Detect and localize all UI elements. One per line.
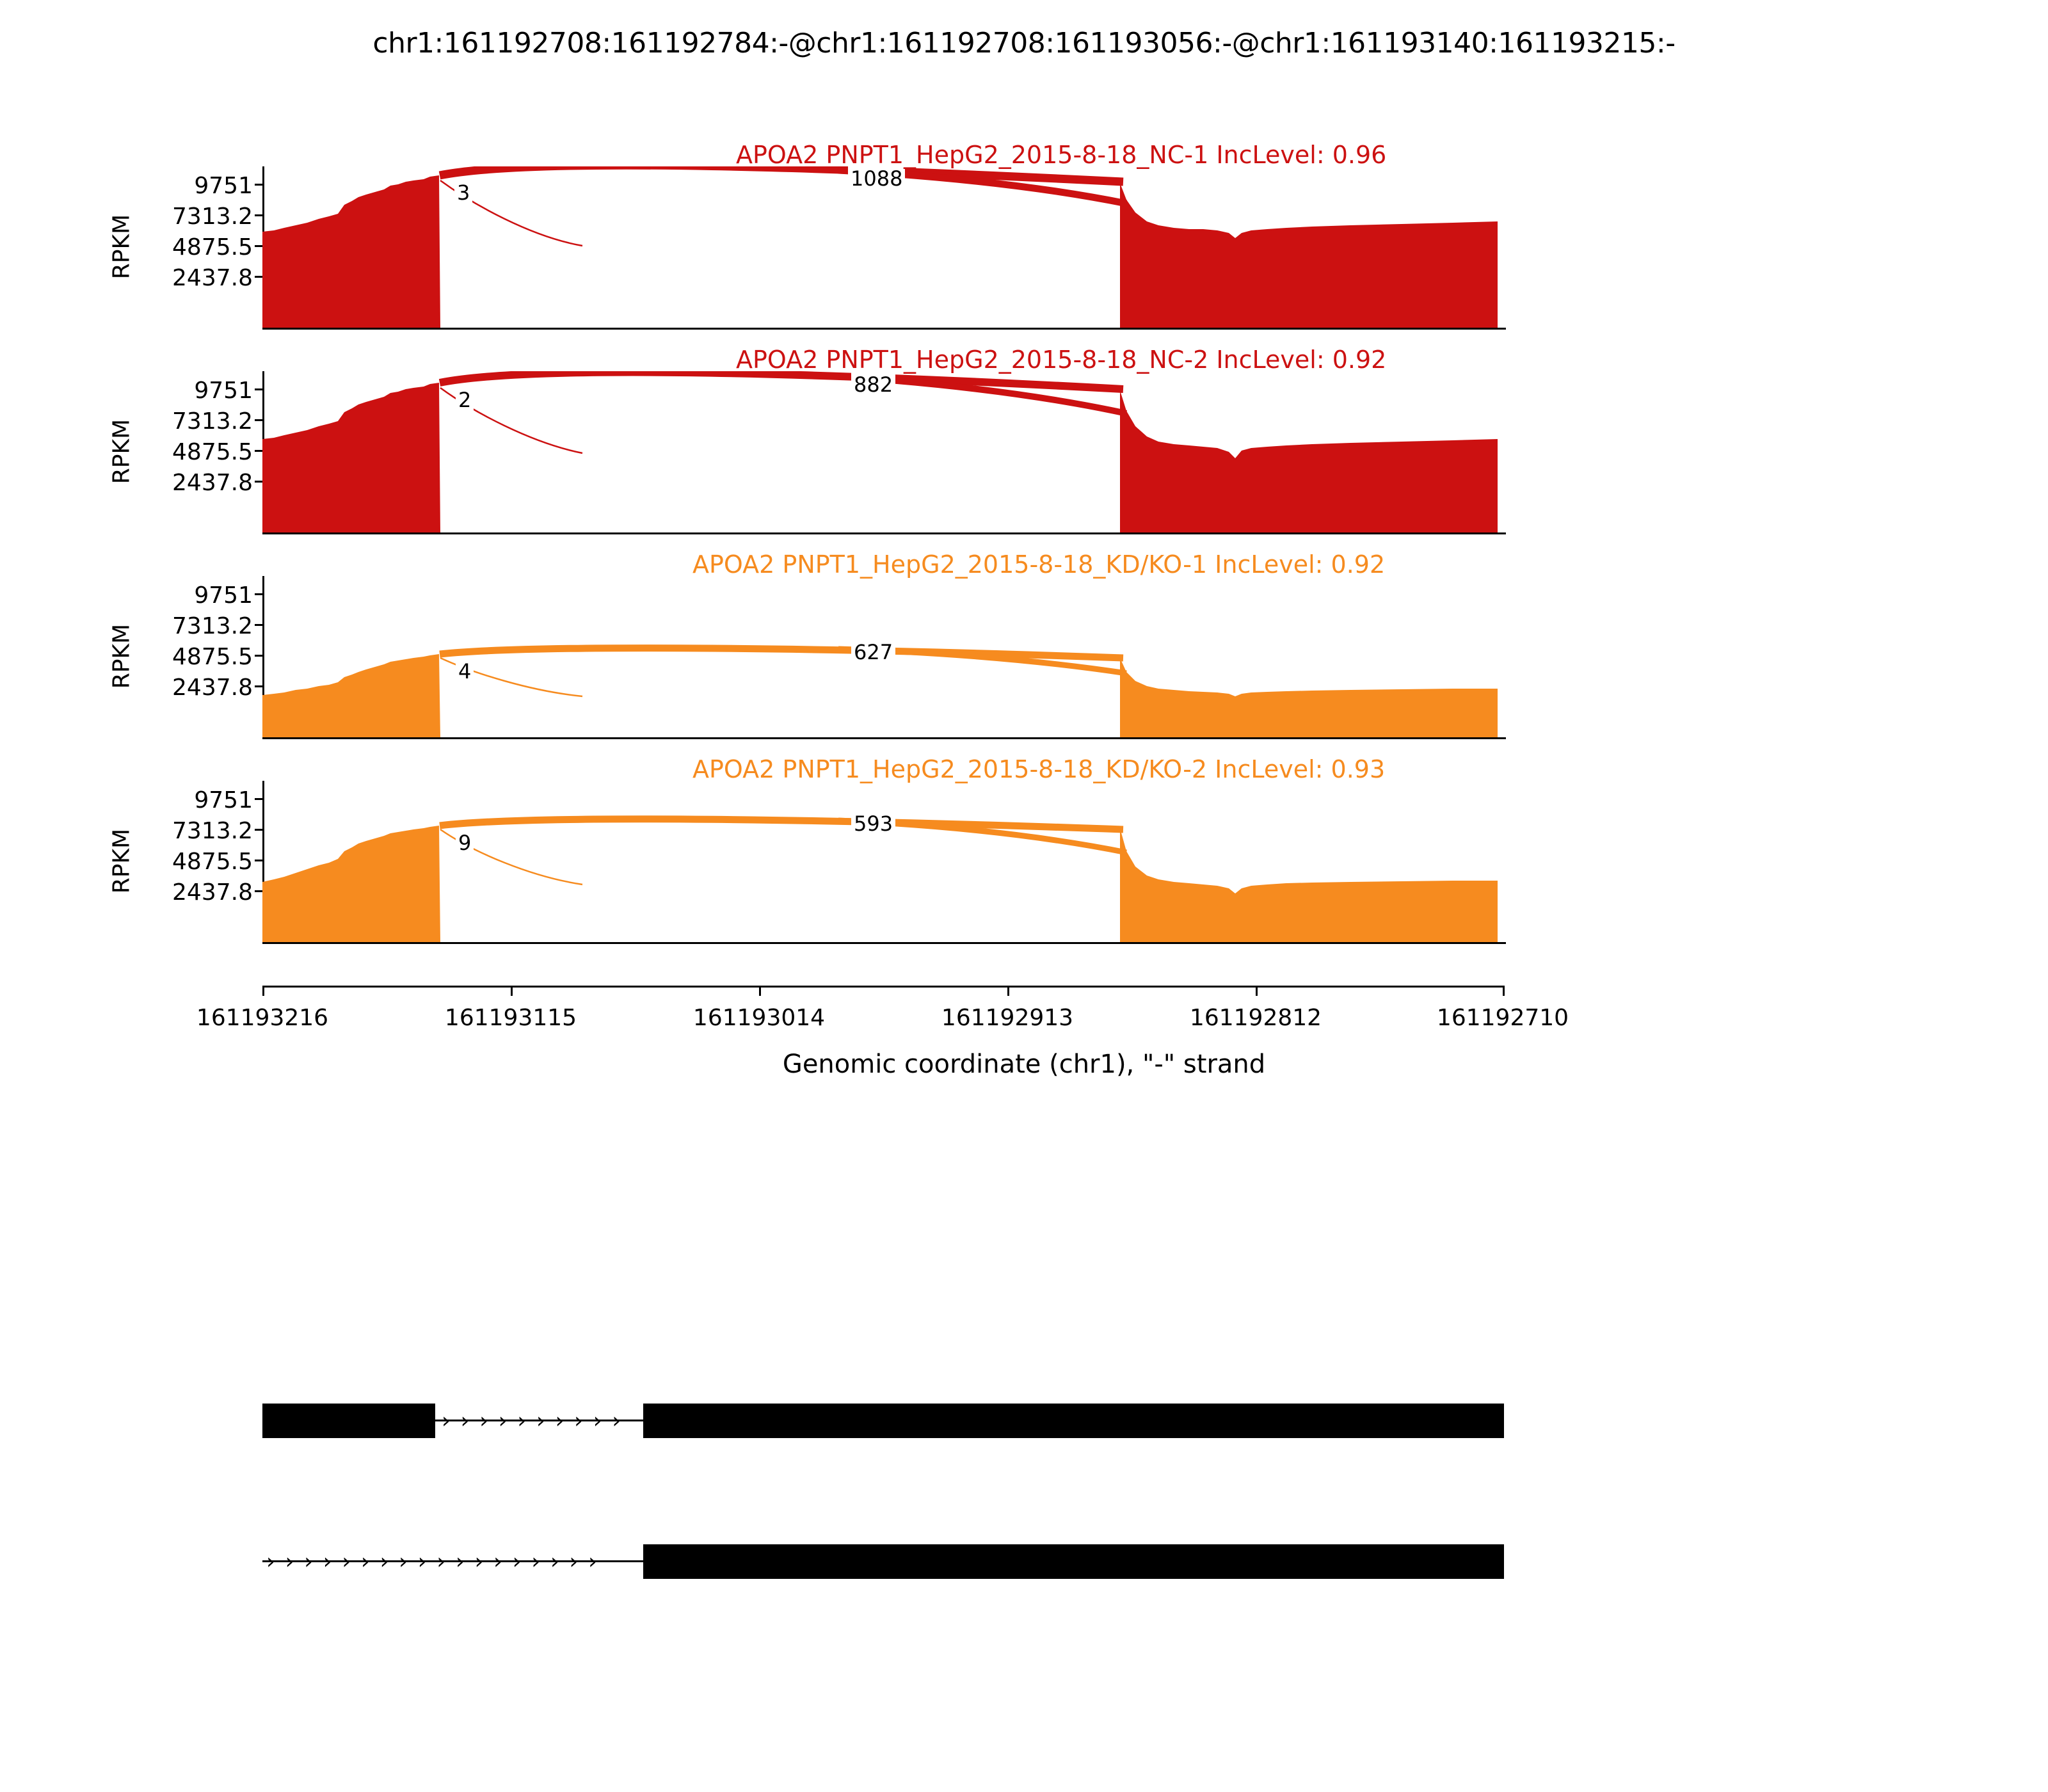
junction-count-label: 2 (456, 388, 474, 412)
sample-label-kd-2: APOA2 PNPT1_HepG2_2015-8-18_KD/KO-2 IncLevel: 0.93 (692, 755, 1386, 783)
gene-model-inclusion (262, 1382, 1504, 1459)
junction-count-label: 4 (456, 659, 474, 684)
junction-count-label: 593 (851, 812, 895, 836)
y-tick-label: 7313.2 (172, 613, 253, 639)
x-tick-label: 161192710 (1436, 1005, 1569, 1031)
y-tick-label: 7313.2 (172, 204, 253, 230)
gene-model-skipping (262, 1523, 1504, 1600)
exon-block (643, 1404, 1504, 1438)
coverage-area-right (1120, 828, 1498, 942)
coverage-area-left (262, 826, 440, 942)
sample-label-nc-1: APOA2 PNPT1_HepG2_2015-8-18_NC-1 IncLevel: 0.96 (736, 141, 1387, 169)
x-axis-line (262, 986, 1504, 988)
y-tick-label: 9751 (194, 787, 253, 813)
y-axis-label: RPKM (108, 214, 135, 280)
coverage-area-right (1120, 658, 1498, 737)
x-tickmark (1503, 986, 1505, 996)
coverage-and-junctions-nc-1 (262, 166, 1504, 330)
y-tick-label: 2437.8 (172, 675, 253, 701)
sample-label-kd-1: APOA2 PNPT1_HepG2_2015-8-18_KD/KO-1 IncLevel: 0.92 (692, 550, 1386, 579)
y-tick-label: 2437.8 (172, 470, 253, 496)
coverage-area-right (1120, 390, 1498, 532)
exon-block (643, 1544, 1504, 1579)
junction-count-label: 882 (851, 372, 895, 397)
y-tick-label: 7313.2 (172, 818, 253, 844)
y-axis-label: RPKM (108, 828, 135, 894)
y-axis-label: RPKM (108, 623, 135, 689)
coverage-and-junctions-kd-2 (262, 781, 1504, 944)
x-tick-label: 161193115 (444, 1005, 577, 1031)
coverage-panel-kd-1 (0, 550, 2048, 749)
coverage-panel-kd-2 (0, 755, 2048, 954)
strand-arrows: ›››››››››››››››››› (266, 1549, 607, 1574)
sample-label-nc-2: APOA2 PNPT1_HepG2_2015-8-18_NC-2 IncLevel: 0.92 (736, 346, 1387, 374)
x-tickmark (1256, 986, 1258, 996)
exon-block (262, 1404, 435, 1438)
y-tick-label: 2437.8 (172, 265, 253, 291)
coverage-panel-nc-1 (0, 141, 2048, 339)
coverage-panel-nc-2 (0, 346, 2048, 544)
x-tick-label: 161193216 (196, 1005, 329, 1031)
page-title: chr1:161192708:161192784:-@chr1:161192708:161193056:-@chr1:161193140:161193215:- (372, 27, 1676, 60)
coverage-area-left (262, 383, 440, 532)
strand-arrows: ›››››››››› (442, 1408, 631, 1434)
junction-count-label: 9 (456, 831, 474, 855)
junction-arc-inclusion (440, 648, 1123, 658)
y-tick-label: 4875.5 (172, 644, 253, 670)
coverage-area-left (262, 654, 440, 737)
junction-count-label: 1088 (848, 166, 905, 191)
x-tickmark (1007, 986, 1009, 996)
y-tick-label: 9751 (194, 378, 253, 404)
junction-arc-inclusion (440, 819, 1123, 829)
x-tickmark (262, 986, 264, 996)
x-tickmark (759, 986, 761, 996)
coverage-area-left (262, 175, 440, 328)
y-tick-label: 2437.8 (172, 879, 253, 906)
y-axis-label: RPKM (108, 419, 135, 484)
x-tick-label: 161192913 (941, 1005, 1074, 1031)
junction-count-label: 627 (851, 640, 895, 664)
x-tickmark (511, 986, 513, 996)
y-tick-label: 9751 (194, 582, 253, 609)
y-tick-label: 4875.5 (172, 439, 253, 465)
y-tick-label: 9751 (194, 173, 253, 199)
x-tick-label: 161192812 (1189, 1005, 1322, 1031)
y-tick-label: 4875.5 (172, 234, 253, 260)
y-tick-label: 4875.5 (172, 849, 253, 875)
x-tick-label: 161193014 (692, 1005, 826, 1031)
junction-arc-inclusion (440, 372, 1123, 389)
y-tick-label: 7313.2 (172, 408, 253, 435)
coverage-area-right (1120, 183, 1498, 328)
junction-count-label: 3 (454, 180, 472, 205)
x-axis-title: Genomic coordinate (chr1), "-" strand (782, 1050, 1266, 1079)
